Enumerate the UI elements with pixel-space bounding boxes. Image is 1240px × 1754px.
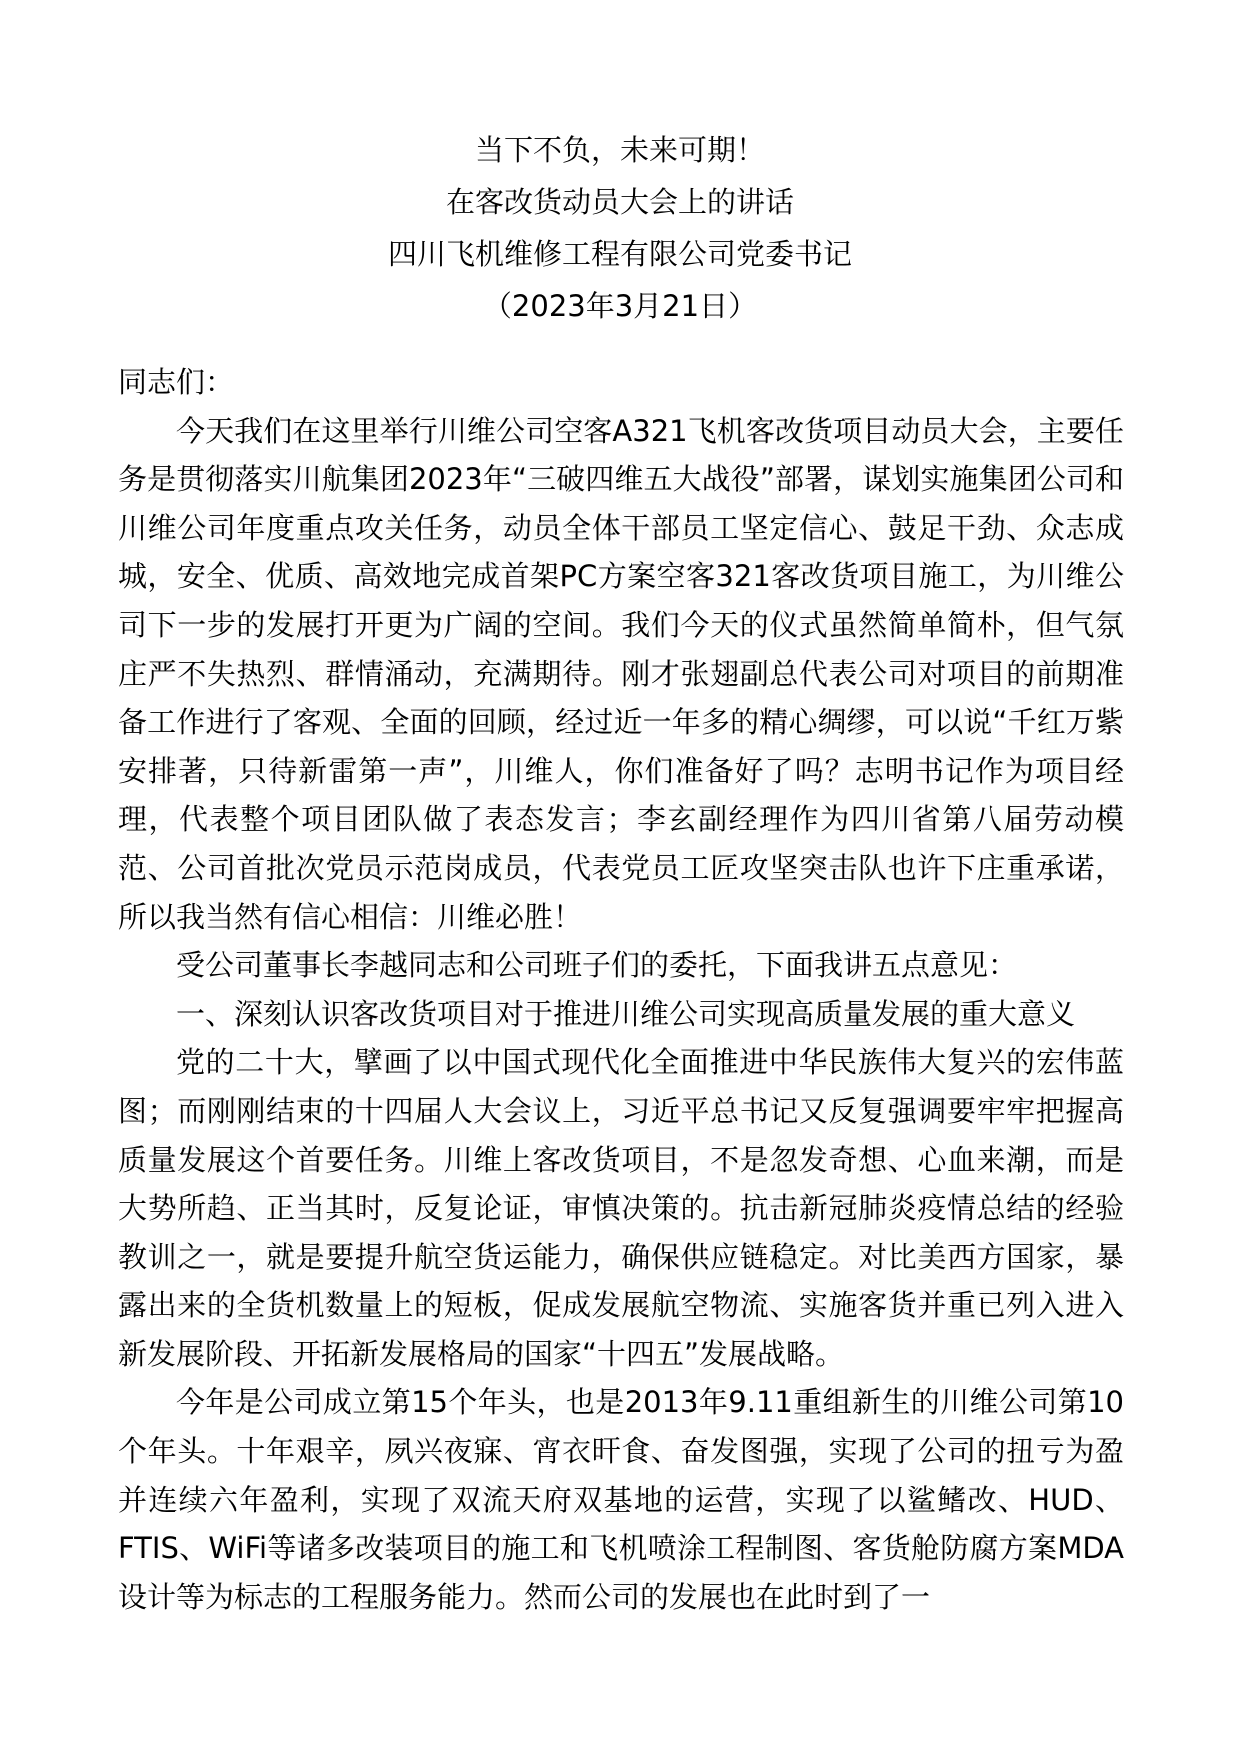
- speaker-position: 四川飞机维修工程有限公司党委书记: [387, 237, 852, 271]
- document-body: [118, 358, 1124, 1621]
- speech-date: （2023年3月21日）: [482, 289, 758, 323]
- speech-title: 当下不负，未来可期！: [474, 133, 765, 167]
- document-header: [0, 124, 1240, 332]
- paragraph-entrustment: 受公司董事长李越同志和公司班子们的委托，下面我讲五点意见：: [176, 948, 1018, 983]
- speech-subtitle: 在客改货动员大会上的讲话: [445, 185, 794, 219]
- salutation: 同志们：: [118, 365, 235, 399]
- section-heading-1: 一、深刻认识客改货项目对于推进川维公司实现高质量发展的重大意义: [176, 996, 1076, 1031]
- paragraph-significance: 党的二十大，擘画了以中国式现代化全面推进中华民族伟大复兴的宏伟蓝图；而刚刚结束的十四届人大会议上，习近平总书记又反复强调要牢牢把握高质量发展这个首要任务。川维上客改货项目，不是忽发奇想、心血来潮，而是大势所趋、正当其时，反复论证，审慎决策的。抗击新冠肺炎疫情总结的经验教训之一，就是要提升航空货运能力，确保供应链稳定。对比美西方国家，暴露出来的全货机数量上的短板，促成发展航空物流、实施客货并重已列入进入新发展阶段、开拓新发展格局的国家“十四五”发展战略。: [118, 1045, 1124, 1371]
- paragraph-intro: 今天我们在这里举行川维公司空客A321飞机客改货项目动员大会，主要任务是贯彻落实川航集团2023年“三破四维五大战役”部署，谋划实施集团公司和川维公司年度重点攻关任务，动员全体干部员工坚定信心、鼓足干劲、众志成城，安全、优质、高效地完成首架PC方案空客321客改货项目施工，为川维公司下一步的发展打开更为广阔的空间。我们今天的仪式虽然简单简朴，但气氛庄严不失热烈、群情涌动，充满期待。刚才张翅副总代表公司对项目的前期准备工作进行了客观、全面的回顾，经过近一年多的精心绸缪，可以说“千红万紫安排著，只待新雷第一声”，川维人，你们准备好了吗？志明书记作为项目经理，代表整个项目团队做了表态发言；李玄副经理作为四川省第八届劳动模范、公司首批次党员示范岗成员，代表党员工匠攻坚突击队也许下庄重承诺，所以我当然有信心相信：川维必胜！: [118, 413, 1124, 934]
- paragraph-company-history: 今年是公司成立第15个年头，也是2013年9.11重组新生的川维公司第10个年头。十年艰辛，夙兴夜寐、宵衣旰食、奋发图强，实现了公司的扭亏为盈并连续六年盈利，实现了双流天府双基地的运营，实现了以鲨鳍改、HUD、FTIS、WiFi等诸多改装项目的施工和飞机喷涂工程制图、客货舱防腐方案MDA设计等为标志的工程服务能力。然而公司的发展也在此时到了一: [118, 1385, 1124, 1614]
